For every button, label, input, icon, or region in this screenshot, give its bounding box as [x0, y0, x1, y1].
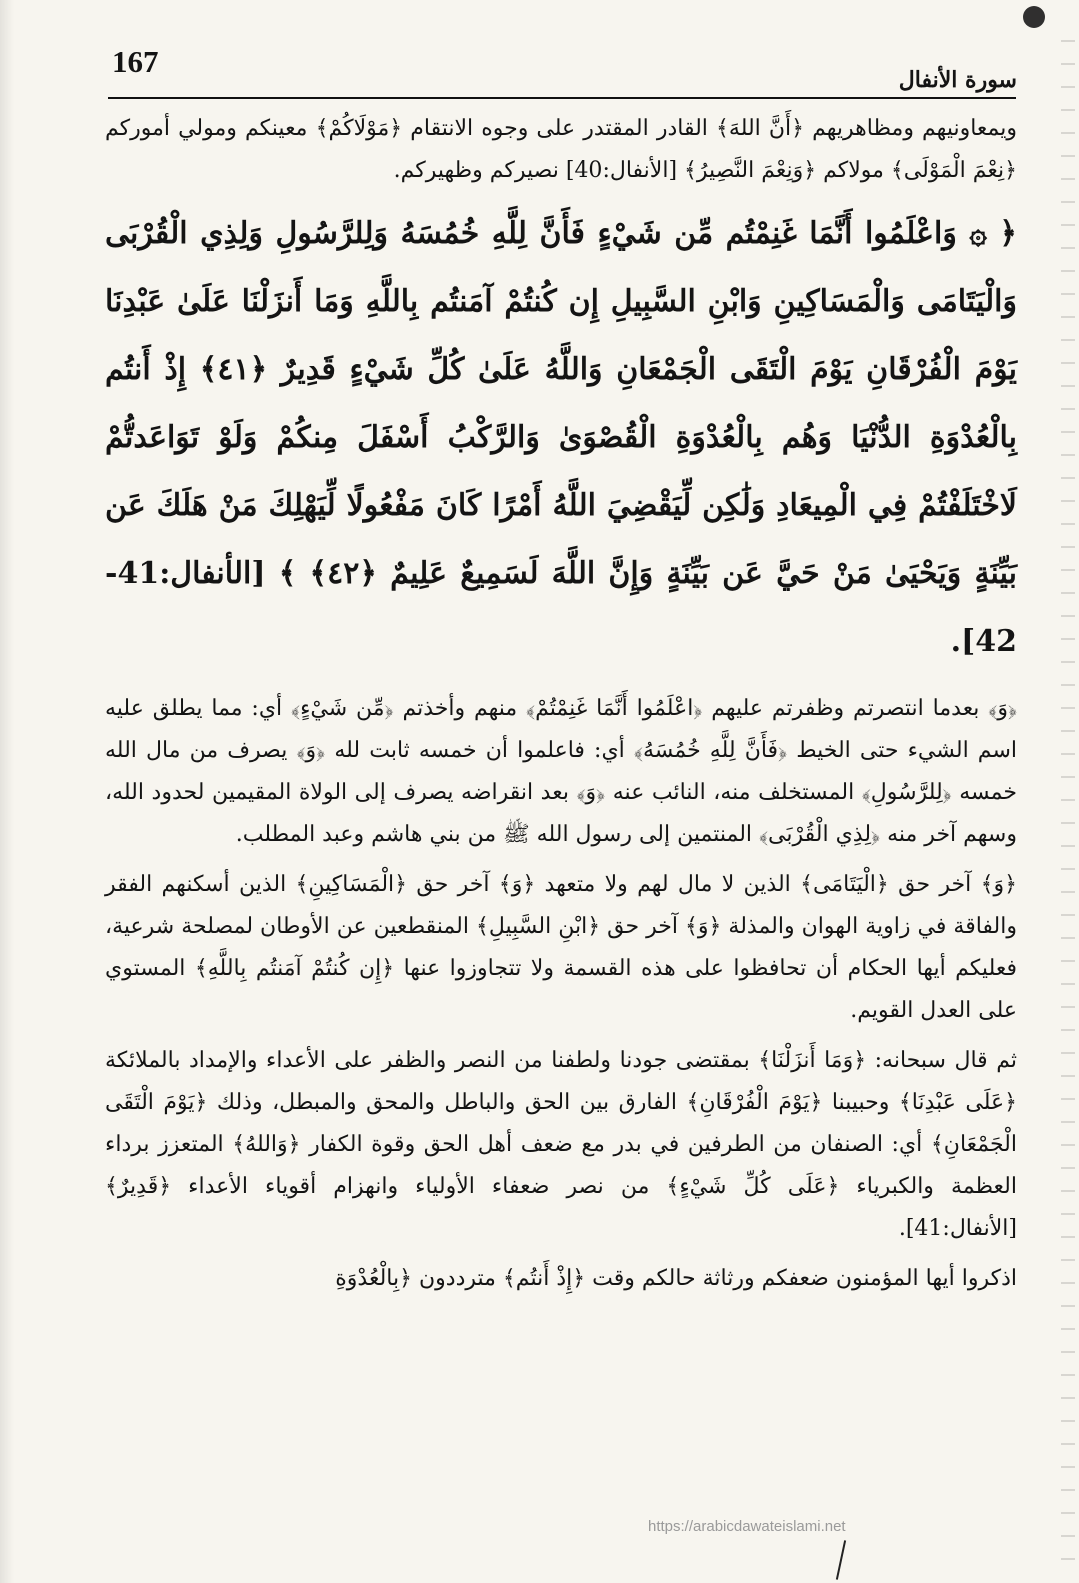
commentary-paragraph: ﴿وَ﴾ آخر حق ﴿الْيَتَامَى﴾ الذين لا مال لهم ولا متعهد ﴿وَ﴾ آخر حق ﴿الْمَسَاكِينِ﴾ الذين أسكنهم الفقر والفاقة في زاوية الهوان والمذلة ﴿وَ﴾ آخر حق ﴿ابْنِ السَّبِيلِ﴾ المنقطعين عن الأوطان لمصلحة شرعية، فعليكم أيها الحكام أن تحافظوا على هذه القسمة ولا تتجاوزوا عنها ﴿إِن كُنتُمْ آمَنتُم بِاللَّهِ﴾ المستوي على العدل القويم. — [105, 872, 1017, 1023]
watermark: https://arabicdawateislami.net — [648, 1518, 846, 1535]
running-head: سورة الأنفال — [898, 67, 1017, 93]
quran-verse-block: ﴿ ۞ وَاعْلَمُوا أَنَّمَا غَنِمْتُم مِّن شَيْءٍ فَأَنَّ لِلَّهِ خُمُسَهُ وَلِلرَّسُولِ وَلِذِي الْقُرْبَى وَالْيَتَامَى وَالْمَسَاكِينِ وَابْنِ السَّبِيلِ إِن كُنتُمْ آمَنتُم بِاللَّهِ وَمَا أَنزَلْنَا عَلَىٰ عَبْدِنَا يَوْمَ الْفُرْقَانِ يَوْمَ الْتَقَى الْجَمْعَانِ وَاللَّهُ عَلَىٰ كُلِّ شَيْءٍ قَدِيرٌ ﴿٤١﴾ إِذْ أَنتُم بِالْعُدْوَةِ الدُّنْيَا وَهُم بِالْعُدْوَةِ الْقُصْوَىٰ وَالرَّكْبُ أَسْفَلَ مِنكُمْ وَلَوْ تَوَاعَدتُّمْ لَاخْتَلَفْتُمْ فِي الْمِيعَادِ وَلَٰكِن لِّيَقْضِيَ اللَّهُ أَمْرًا كَانَ مَفْعُولًا لِّيَهْلِكَ مَنْ هَلَكَ عَن بَيِّنَةٍ وَيَحْيَىٰ مَنْ حَيَّ عَن بَيِّنَةٍ وَإِنَّ اللَّهَ لَسَمِيعٌ عَلِيمٌ ﴿٤٢﴾ ﴾ [الأنفال:41-42]. — [105, 216, 1017, 659]
commentary-paragraph: اذكروا أيها المؤمنون ضعفكم ورثاثة حالكم وقت ﴿إِذْ أَنتُم﴾ مترددون ﴿بِالْعُدْوَةِ — [335, 1266, 1017, 1291]
commentary-paragraph: ﴿وَ﴾ بعدما انتصرتم وظفرتم عليهم ﴿اعْلَمُوا أَنَّمَا غَنِمْتُمْ﴾ منهم وأخذتم ﴿مِّن شَيْءٍ﴾ أي: مما يطلق عليه اسم الشيء حتى الخيط ﴿فَأَنَّ لِلَّهِ خُمُسَهُ﴾ أي: فاعلموا أن خمسه ثابت لله ﴿وَ﴾ يصرف من مال الله خمسه ﴿لِلرَّسُولِ﴾ المستخلف منه، النائب عنه ﴿وَ﴾ بعد انقراضه يصرف إلى الولاة المقيمين لحدود الله، وسهم آخر منه ﴿لِذِي الْقُرْبَى﴾ المنتمين إلى رسول الله ﷺ من بني هاشم وعبد المطلب. — [105, 696, 1017, 847]
header-rule — [108, 97, 1016, 99]
commentary-paragraph: ويمعاونيهم ومظاهريهم ﴿أَنَّ اللهَ﴾ القادر المقتدر على وجوه الانتقام ﴿مَوْلَاكُمْ﴾ معينكم ومولي أموركم ﴿نِعْمَ الْمَوْلَى﴾ مولاكم ﴿وَنِعْمَ النَّصِيرُ﴾ [الأنفال:40] نصيركم وظهيركم. — [105, 116, 1017, 183]
page-number: 167 — [112, 44, 159, 79]
scan-ink-blot — [1023, 6, 1045, 28]
pen-stroke — [836, 1540, 846, 1580]
page-body — [105, 108, 1017, 1308]
commentary-paragraph: ثم قال سبحانه: ﴿وَمَا أَنزَلْنَا﴾ بمقتضى جودنا ولطفنا من النصر والظفر على الأعداء والإمداد بالملائكة ﴿عَلَى عَبْدِنَا﴾ وحبيبنا ﴿يَوْمَ الْفُرْقَانِ﴾ الفارق بين الحق والباطل والمحق والمبطل، وذلك ﴿يَوْمَ الْتَقَى الْجَمْعَانِ﴾ أي: الصنفان من الطرفين في بدر مع ضعف أهل الحق وقوة الكفار ﴿وَاللهُ﴾ المتعزز برداء العظمة والكبرياء ﴿عَلَى كُلِّ شَيْءٍ﴾ من نصر ضعفاء الأولياء وانهزام أقوياء الأعداء ﴿قَدِيرٌ﴾ [الأنفال:41]. — [105, 1048, 1017, 1241]
page-edge-marks — [1061, 40, 1075, 1580]
scan-shadow — [0, 0, 14, 1583]
